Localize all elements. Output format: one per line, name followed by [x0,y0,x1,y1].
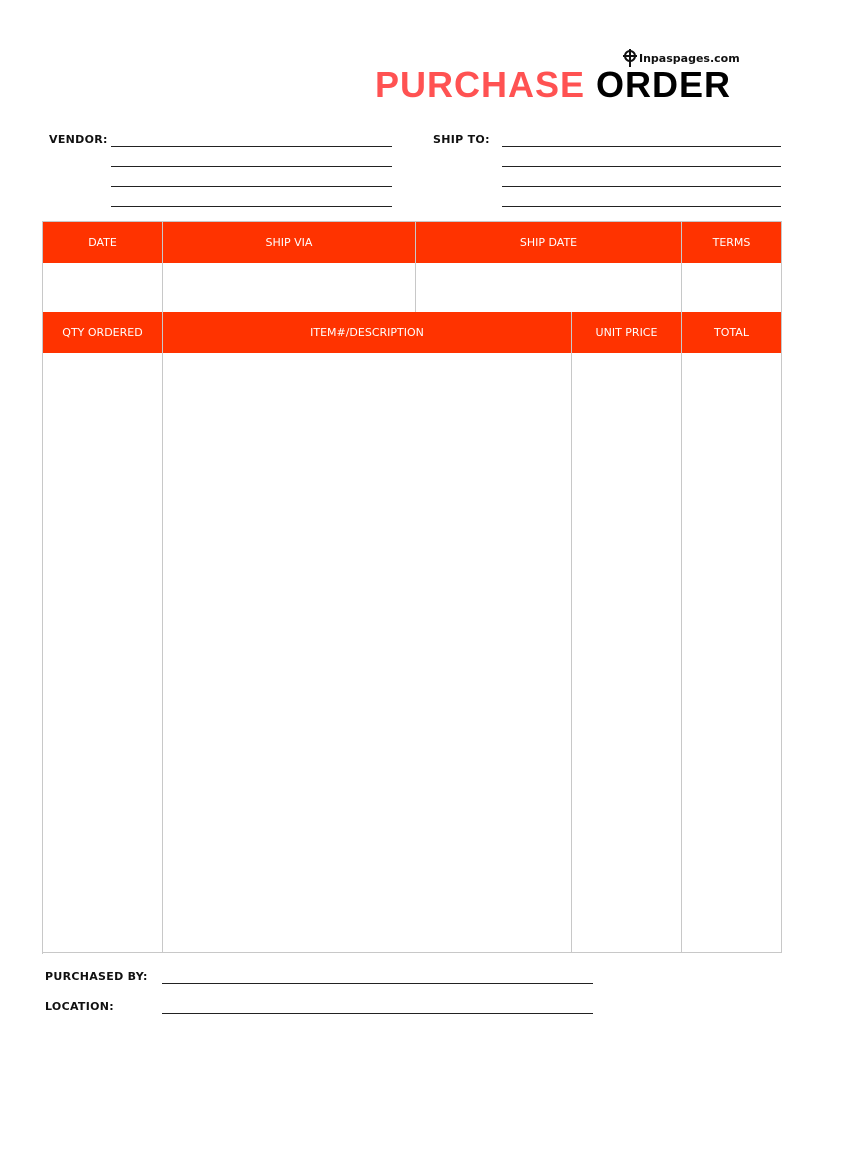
vendor-line[interactable] [111,166,392,167]
ship-to-label: SHIP TO: [433,133,490,146]
total-column[interactable] [682,353,782,953]
ship-to-line[interactable] [502,186,781,187]
location-line[interactable] [162,1013,593,1014]
vendor-label: VENDOR: [49,133,108,146]
header-unit-price: UNIT PRICE [572,312,682,353]
header-qty-ordered: QTY ORDERED [43,312,163,353]
ship-to-line[interactable] [502,206,781,207]
vendor-line[interactable] [111,186,392,187]
vendor-line[interactable] [111,206,392,207]
header-item-description: ITEM#/DESCRIPTION [163,312,572,353]
info-table [42,221,782,313]
header-ship-date: SHIP DATE [416,222,682,263]
header-terms: TERMS [682,222,782,263]
page-title: PURCHASE ORDER [375,64,732,105]
location-label: LOCATION: [45,1000,114,1013]
header-ship-via: SHIP VIA [163,222,416,263]
qty-column[interactable] [43,353,163,953]
ship-via-cell[interactable] [163,263,416,313]
ship-date-cell[interactable] [416,263,682,313]
vendor-line[interactable] [111,146,392,147]
purchased-by-label: PURCHASED BY: [45,970,148,983]
items-table [42,312,782,954]
terms-cell[interactable] [682,263,782,313]
header-date: DATE [43,222,163,263]
ship-to-line[interactable] [502,166,781,167]
header-total: TOTAL [682,312,782,353]
logo-text: Inpaspages.com [639,51,740,65]
ship-to-line[interactable] [502,146,781,147]
date-cell[interactable] [43,263,163,313]
description-column[interactable] [163,353,572,953]
purchased-by-line[interactable] [162,983,593,984]
unit-price-column[interactable] [572,353,682,953]
